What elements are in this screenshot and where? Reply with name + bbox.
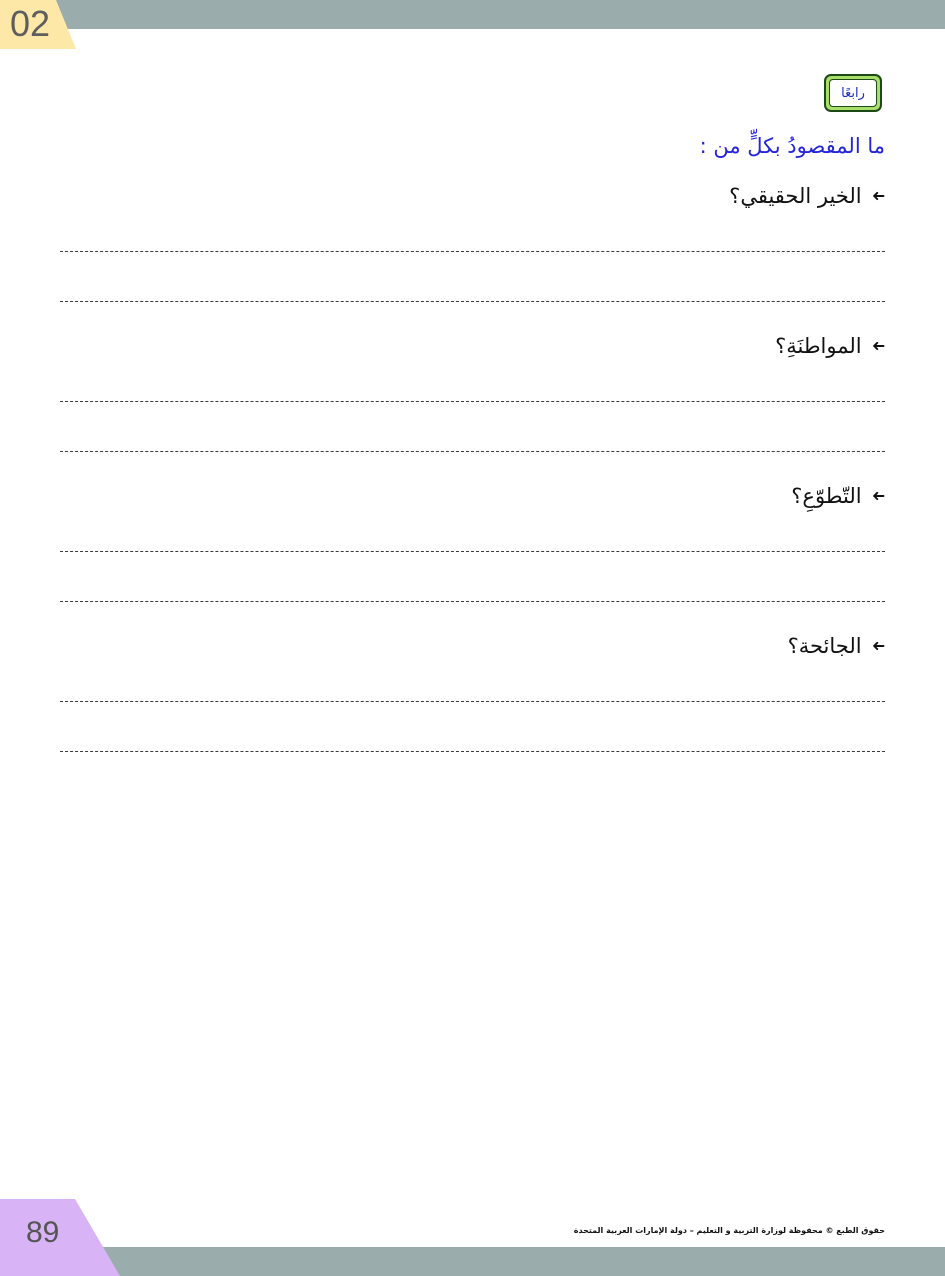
copyright-notice: حقوق الطبع © محفوظة لوزارة التربية و التعليم – دولة الإمارات العربية المتحدة [573,1226,885,1235]
prompt-true-goodness [385,180,885,212]
page-tab [0,1199,120,1276]
prompt-text: الخير الحقيقي؟ [729,184,862,208]
main-question: ما المقصودُ بكلٍّ من : [699,134,885,158]
page-number: 89 [26,1216,60,1249]
prompt-citizenship [385,330,885,362]
bottom-bar [0,1247,945,1276]
answer-line[interactable] [60,301,885,302]
prompt-text: التّطوّعِ؟ [791,484,862,508]
answer-line[interactable] [60,251,885,252]
arrow-icon: ➜ [871,336,885,355]
unit-number: 02 [10,3,51,44]
prompt-text: الجائحة؟ [787,634,862,658]
answer-line[interactable] [60,751,885,752]
arrow-icon: ➜ [871,636,885,655]
prompt-volunteering [385,480,885,512]
arrow-icon: ➜ [871,186,885,205]
section-badge [824,74,882,112]
section-badge-label: رابعًا [829,79,877,107]
answer-line[interactable] [60,401,885,402]
answer-line[interactable] [60,701,885,702]
top-bar [0,0,945,29]
answer-line[interactable] [60,601,885,602]
answer-line[interactable] [60,451,885,452]
prompt-pandemic [385,630,885,662]
answer-line[interactable] [60,551,885,552]
prompt-text: المواطنَةِ؟ [775,334,862,358]
arrow-icon: ➜ [871,486,885,505]
